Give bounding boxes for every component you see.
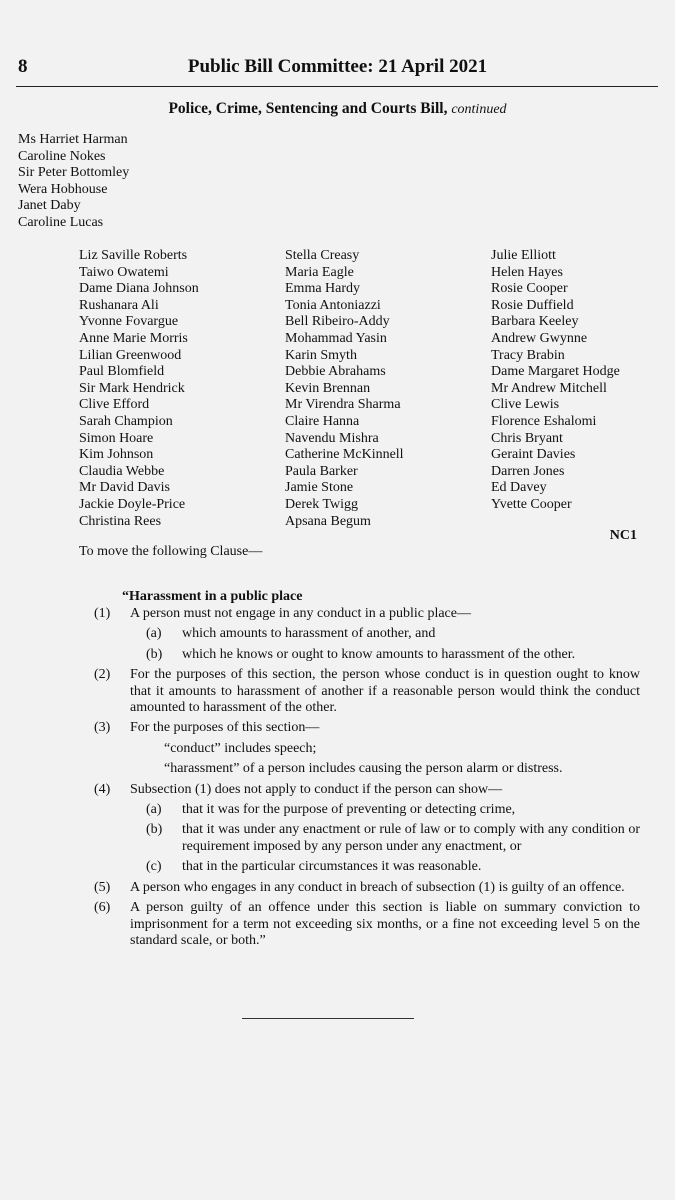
supporter-name: Kevin Brennan <box>285 380 371 396</box>
supporter-name: Claire Hanna <box>285 413 360 429</box>
supporter-name: Karin Smyth <box>285 347 357 363</box>
paragraph-letter: (c) <box>146 859 162 875</box>
supporter-name: Mr Virendra Sharma <box>285 397 401 413</box>
subsection-6 <box>0 900 675 949</box>
supporter-name: Sarah Champion <box>79 413 173 429</box>
supporter-name: Sir Mark Hendrick <box>79 380 185 396</box>
supporter-name: Kim Johnson <box>79 447 154 463</box>
subsection-number: (6) <box>94 900 111 916</box>
paragraph-letter: (b) <box>146 646 163 662</box>
supporter-name: Tonia Antoniazzi <box>285 297 381 313</box>
supporter-name: Lilian Greenwood <box>79 347 182 363</box>
supporter-name: Mr David Davis <box>79 480 170 496</box>
supporter-name: Bell Ribeiro-Addy <box>285 314 390 330</box>
supporter-name: Emma Hardy <box>285 281 361 297</box>
supporter-name: Clive Efford <box>79 397 150 413</box>
bill-subtitle <box>0 100 675 118</box>
supporter-name: Stella Creasy <box>285 248 360 263</box>
supporter-name: Navendu Mishra <box>285 430 379 446</box>
supporter-name: Rosie Duffield <box>491 297 574 313</box>
subsection-5 <box>0 880 675 896</box>
subsection-number: (3) <box>94 720 111 736</box>
clause-reference: NC1 <box>609 528 637 543</box>
subsection-3 <box>0 720 675 736</box>
supporter-name: Andrew Gwynne <box>491 330 588 346</box>
lead-name: Caroline Lucas <box>18 214 104 230</box>
supporter-name: Rushanara Ali <box>79 297 159 313</box>
end-rule <box>242 1018 414 1019</box>
supporter-name: Dame Margaret Hodge <box>491 364 620 380</box>
supporter-name: Yvonne Fovargue <box>79 314 179 330</box>
subsection-text: A person must not engage in any conduct in a public place— <box>130 606 471 621</box>
paragraph-text: which he knows or ought to know amounts to harassment of the other. <box>182 646 576 662</box>
paragraph-text: that it was under any enactment or rule of law or to comply with any condition or requirement imposed by any person under any enactment, or <box>182 822 640 854</box>
subsection-2 <box>0 667 675 716</box>
subsection-text: Subsection (1) does not apply to conduct if the person can show— <box>130 781 503 797</box>
supporter-name: Darren Jones <box>491 463 565 479</box>
supporters-column-2 <box>285 248 404 530</box>
supporter-name: Anne Marie Morris <box>79 330 188 346</box>
lead-name: Janet Daby <box>18 198 81 214</box>
paragraph-letter: (a) <box>146 626 162 642</box>
lead-names <box>18 132 129 232</box>
supporter-name: Apsana Begum <box>285 513 371 529</box>
paragraph-4b <box>0 822 675 855</box>
supporter-name: Ed Davey <box>491 480 547 496</box>
supporter-name: Geraint Davies <box>491 447 576 463</box>
supporter-name: Helen Hayes <box>491 264 563 280</box>
supporter-name: Yvette Cooper <box>491 496 572 512</box>
supporter-name: Mohammad Yasin <box>285 330 387 346</box>
subsection-number: (2) <box>94 667 111 683</box>
subsection-text: A person who engages in any conduct in breach of subsection (1) is guilty of an offence. <box>130 879 625 895</box>
subsection-text: A person guilty of an offence under this section is liable on summary conviction to imprisonment for a term not exceeding six months, or a fine not exceeding level 5 on the standard scale, or both.” <box>130 900 640 948</box>
supporter-name: Julie Elliott <box>491 248 556 263</box>
supporter-name: Derek Twigg <box>285 496 359 512</box>
supporter-name: Chris Bryant <box>491 430 563 446</box>
subsection-4 <box>0 782 675 798</box>
supporter-name: Debbie Abrahams <box>285 364 386 380</box>
header-rule <box>16 86 658 87</box>
lead-name: Ms Harriet Harman <box>18 132 128 147</box>
subsection-text: For the purposes of this section— <box>130 720 320 736</box>
paragraph-text: which amounts to harassment of another, and <box>182 626 436 642</box>
supporter-name: Mr Andrew Mitchell <box>491 380 607 396</box>
continued-label: continued <box>451 102 507 117</box>
paragraph-4c <box>0 859 675 875</box>
definitions <box>164 741 675 778</box>
lead-name: Caroline Nokes <box>18 148 106 164</box>
supporter-name: Christina Rees <box>79 513 162 529</box>
supporter-name: Paula Barker <box>285 463 358 479</box>
clause-title: “Harassment in a public place <box>122 589 303 604</box>
paragraph-letter: (a) <box>146 802 162 818</box>
supporter-name: Liz Saville Roberts <box>79 248 188 263</box>
supporter-name: Jamie Stone <box>285 480 354 496</box>
definition-harassment: “harassment” of a person includes causing the person alarm or distress. <box>164 761 563 777</box>
supporter-name: Tracy Brabin <box>491 347 565 363</box>
paragraph-letter: (b) <box>146 822 163 838</box>
supporter-name: Rosie Cooper <box>491 281 568 297</box>
move-instruction: To move the following Clause— <box>79 544 263 559</box>
lead-name: Wera Hobhouse <box>18 181 108 197</box>
supporter-name: Clive Lewis <box>491 397 560 413</box>
supporters-column-3 <box>491 248 620 514</box>
supporter-name: Paul Blomfield <box>79 364 165 380</box>
supporter-name: Simon Hoare <box>79 430 154 446</box>
subsection-text: For the purposes of this section, the person whose conduct is in question ought to know that it amounts to harassment of another if a reasonable person would think the conduct amounted to harassment of the other. <box>130 667 640 716</box>
paragraph-text: that in the particular circumstances it was reasonable. <box>182 859 482 875</box>
subsection-number: (1) <box>94 606 111 621</box>
paragraph-1b <box>0 647 675 663</box>
subsection-1 <box>0 606 675 622</box>
definition-conduct: “conduct” includes speech; <box>164 740 317 756</box>
supporter-name: Barbara Keeley <box>491 314 579 330</box>
clause-body <box>0 606 675 953</box>
supporter-name: Jackie Doyle-Price <box>79 496 186 512</box>
paragraph-4a <box>0 802 675 818</box>
subsection-number: (5) <box>94 879 111 895</box>
supporter-name: Maria Eagle <box>285 264 354 280</box>
supporter-name: Taiwo Owatemi <box>79 264 169 280</box>
supporter-name: Claudia Webbe <box>79 463 165 479</box>
paragraph-1a <box>0 626 675 642</box>
page-title: Public Bill Committee: 21 April 2021 <box>187 56 488 77</box>
supporter-name: Florence Eshalomi <box>491 413 597 429</box>
page-number: 8 <box>18 56 28 77</box>
supporter-name: Catherine McKinnell <box>285 447 404 463</box>
subsection-number: (4) <box>94 781 111 797</box>
paragraph-text: that it was for the purpose of preventing or detecting crime, <box>182 802 516 818</box>
lead-name: Sir Peter Bottomley <box>18 165 130 181</box>
supporters-column-1 <box>79 248 199 530</box>
supporter-name: Dame Diana Johnson <box>79 281 199 297</box>
bill-name: Police, Crime, Sentencing and Courts Bill, <box>168 100 448 117</box>
